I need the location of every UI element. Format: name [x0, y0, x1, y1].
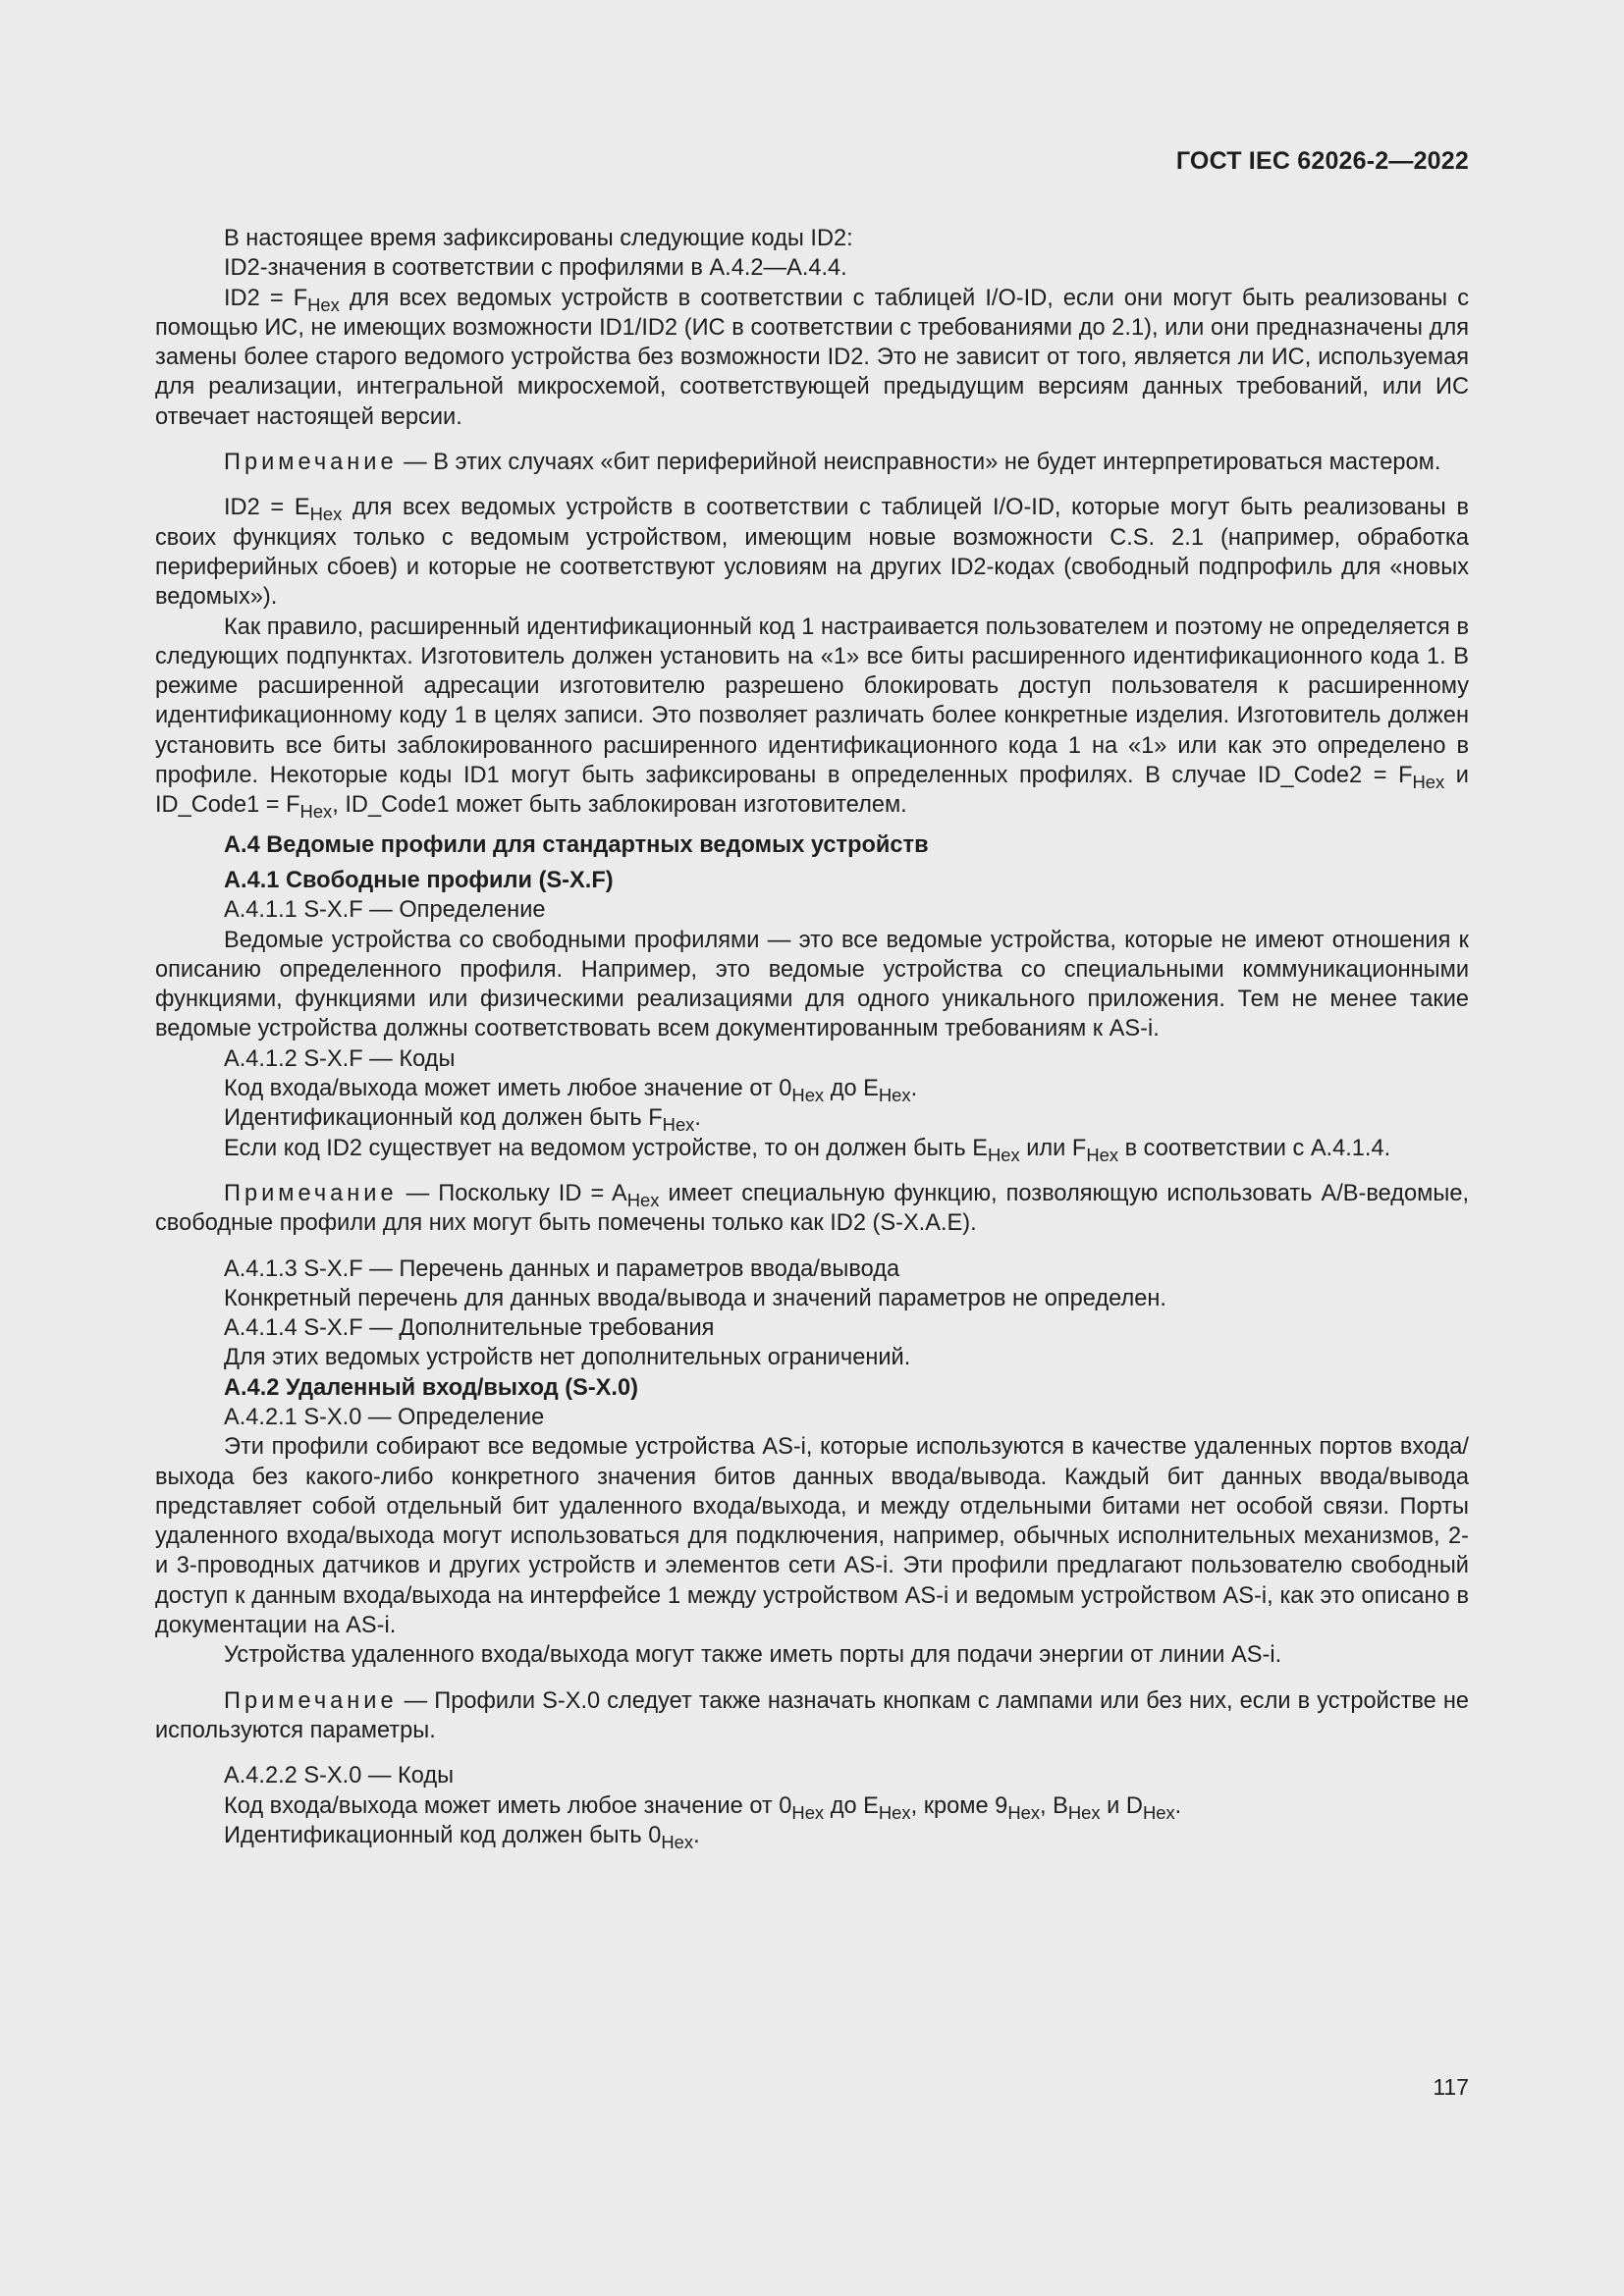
- note-label: Примечание: [224, 1687, 398, 1714]
- paragraph: Устройства удаленного входа/выхода могут также иметь порты для подачи энергии от линии AS-i.: [224, 1642, 1282, 1669]
- standard-header: ГОСТ IEC 62026-2—2022: [1175, 147, 1469, 175]
- paragraph: Если код ID2 существует на ведомом устройстве, то он должен быть $E_{Hex}$ или $F_{Hex}$ в соответствии с А.4.1.4.: [224, 1135, 1391, 1165]
- paragraph: В настоящее время зафиксированы следующие коды ID2:: [224, 226, 853, 251]
- page-body: [155, 224, 1469, 1850]
- note: Примечание — Профили S-X.0 следует также назначать кнопкам с лампами или без них, если в устройстве не используются параметры.: [155, 1687, 1469, 1743]
- clause-title: А.4.1.2 S-X.F — Коды: [224, 1045, 456, 1072]
- clause-title: А.4.1.4 S-X.F — Дополнительные требования: [224, 1315, 715, 1342]
- note-label: Примечание: [224, 450, 398, 476]
- note-label: Примечание: [224, 1180, 398, 1206]
- note: Примечание — Поскольку ID = $A_{Hex}$ имеет специальную функцию, позволяющую использовать A/B-ведомые, свободные профили для них могут быть помечены только как ID2 (S-X.A.E).: [155, 1180, 1470, 1237]
- paragraph: ID2-значения в соответствии с профилями в А.4.2—А.4.4.: [224, 255, 847, 282]
- clause-title: А.4.1.1 S-X.F — Определение: [224, 897, 546, 924]
- paragraph: Идентификационный код должен быть $F_{Hex}$.: [224, 1105, 701, 1136]
- clause-title: А.4.2.1 S-X.0 — Определение: [224, 1404, 545, 1430]
- page-number: 117: [1433, 2074, 1469, 2100]
- paragraph: Код входа/выхода может иметь любое значение от $0_{Hex}$ до $E_{Hex}$, кроме $9_{Hex}$, $B_{Hex}$ и $D_{Hex}$.: [224, 1792, 1182, 1823]
- paragraph: Для этих ведомых устройств нет дополнительных ограничений.: [224, 1345, 911, 1371]
- paragraph: $ID2 = E_{Hex}$ для всех ведомых устройств в соответствии с таблицей I/O-ID, которые могут быть реализованы в своих функциях только с ведомым устройством, имеющим новые возможности C.S. 2.1 (например, обработка периферийных сбоев) и которые не соответствуют условиям на других ID2-кодах (свободный подпрофиль для «новых ведомых»).: [155, 495, 1469, 611]
- clause-title: А.4.2.2 S-X.0 — Коды: [224, 1763, 455, 1789]
- paragraph: Конкретный перечень для данных ввода/вывода и значений параметров не определен.: [224, 1285, 1166, 1311]
- subsection-heading: А.4.1 Свободные профили (S-X.F): [224, 867, 614, 893]
- paragraph: Ведомые устройства со свободными профилями — это все ведомые устройства, которые не имеют отношения к описанию определенного профиля. Например, это ведомые устройства со специальными коммуникационными функциями, функциями или физическими реализациями для одного уникального приложения. Тем не менее такие ведомые устройства должны соответствовать всем документированным требованиям к AS-i.: [155, 927, 1469, 1042]
- paragraph: Как правило, расширенный идентификационный код 1 настраивается пользователем и поэтому не определяется в следующих подпунктах. Изготовитель должен установить на «1» все биты расширенного идентификационного кода 1. В режиме расширенной адресации изготовителю разрешено блокировать доступ пользователя к расширенному идентификационному коду 1 в целях записи. Это позволяет различать более конкретные изделия. Изготовитель должен установить все биты заблокированного расширенного идентификационного кода 1 на «1» или как это определено в профиле. Некоторые коды ID1 могут быть зафиксированы в определенных профилях. В случае ID_Code2 = $F_{Hex}$ и ID_Code1 = $F_{Hex}$, ID_Code1 может быть заблокирован изготовителем.: [155, 614, 1469, 823]
- section-heading: А.4 Ведомые профили для стандартных ведомых устройств: [224, 831, 929, 858]
- paragraph: Код входа/выхода может иметь любое значение от $0_{Hex}$ до $E_{Hex}$.: [224, 1076, 918, 1105]
- subsection-heading: А.4.2 Удаленный вход/выход (S-X.0): [224, 1374, 638, 1401]
- clause-title: А.4.1.3 S-X.F — Перечень данных и параметров ввода/вывода: [224, 1255, 900, 1282]
- paragraph: $ID2 = F_{Hex}$ для всех ведомых устройств в соответствии с таблицей I/O-ID, если они могут быть реализованы с помощью ИС, не имеющих возможности ID1/ID2 (ИС в соответствии с требованиями до 2.1), или они предназначены для замены более старого ведомого устройства без возможности ID2. Это не зависит от того, является ли ИС, используемая для реализации, интегральной микросхемой, соответствующей предыдущим версиям данных требований, или ИС отвечает настоящей версии.: [155, 285, 1469, 430]
- paragraph: Эти профили собирают все ведомые устройства AS-i, которые используются в качестве удаленных портов входа/выхода без какого-либо конкретного значения битов данных ввода/вывода. Каждый бит данных ввода/вывода представляет собой отдельный бит удаленного входа/выхода, и между отдельными битами нет особой связи. Порты удаленного входа/выхода могут использоваться для подключения, например, обычных исполнительных механизмов, 2- и 3-проводных датчиков и других устройств и элементов сети AS-i. Эти профили предлагают пользователю свободный доступ к данным входа/выхода на интерфейсе 1 между устройством AS-i и ведомым устройством AS-i, как это описано в документации на AS-i.: [155, 1434, 1469, 1639]
- paragraph: Идентификационный код должен быть $0_{Hex}$.: [224, 1822, 700, 1852]
- note: Примечание — В этих случаях «бит периферийной неисправности» не будет интерпретироваться мастером.: [224, 450, 1441, 476]
